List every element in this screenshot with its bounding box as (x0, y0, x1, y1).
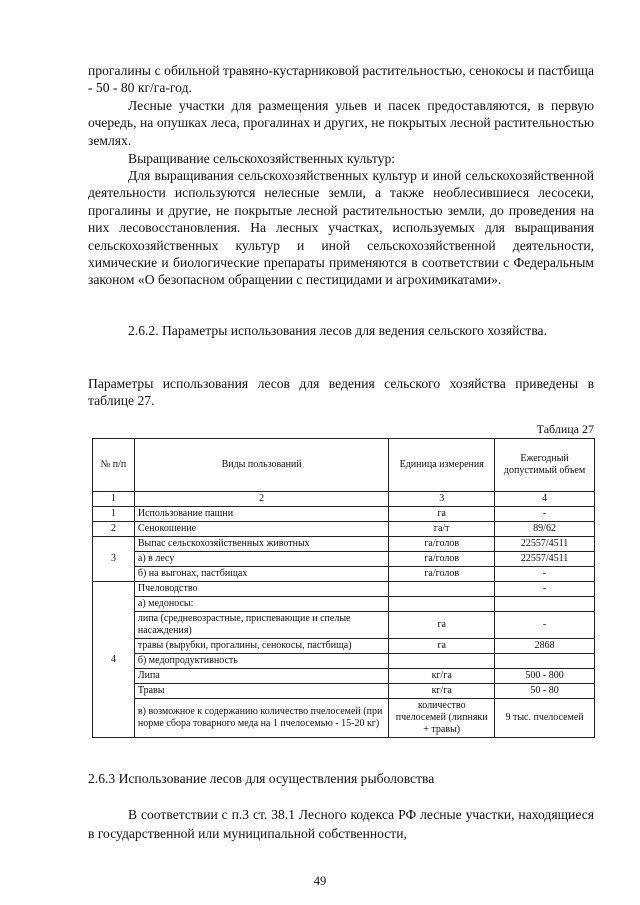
paragraph-pollination-rates: прогалины с обильной травяно-кустарниковой растительностью, сенокосы и пастбища - 50 - 80 кг/га-год. (88, 63, 594, 96)
row-unit: кг/га (389, 684, 495, 699)
row-num: 3 (93, 537, 135, 582)
row-unit: га/голов (389, 537, 495, 552)
row-volume: - (495, 507, 595, 522)
col-num-2: 2 (134, 492, 388, 507)
paragraph-crops-body: Для выращивания сельскохозяйственных культур и иной сельскохозяйственной деятельности используются нелесные земли, а также необлесившиеся лесосеки, прогалины и другие, не покрытые лесной растительностью земли, до проведения на них лесовосстановления. На лесных участках, используемых для выращивания сельскохозяйственных культур и иной сельскохозяйственной деятельности, химические и биологические препараты применяются в соответствии с Федеральным законом «О безопасном обращении с пестицидами и агрохимикатами». (88, 168, 594, 288)
row-volume: 22557/4511 (495, 537, 595, 552)
paragraph-crops-heading: Выращивание сельскохозяйственных культур: (128, 151, 396, 166)
row-num: 4 (93, 582, 135, 738)
table-row (93, 582, 595, 597)
row-volume: 500 - 800 (495, 669, 595, 684)
row-unit (389, 597, 495, 612)
row-unit: га/голов (389, 567, 495, 582)
row-kind: Выпас сельскохозяйственных животных (134, 537, 388, 552)
col-num-1: 1 (93, 492, 135, 507)
table-row (93, 507, 595, 522)
row-unit: га (389, 507, 495, 522)
row-volume: - (495, 567, 595, 582)
header-kind: Виды пользований (134, 439, 388, 492)
row-volume: 22557/4511 (495, 552, 595, 567)
table-intro-paragraph: Параметры использования лесов для ведения сельского хозяйства приведены в таблице 27. (88, 376, 594, 409)
column-number-row (93, 492, 595, 507)
row-unit: количество пчелосемей (липняки + травы) (389, 699, 495, 738)
row-unit: кг/га (389, 669, 495, 684)
row-kind: травы (вырубки, прогалины, сенокосы, пастбища) (134, 639, 388, 654)
col-num-4: 4 (495, 492, 595, 507)
row-volume (495, 654, 595, 669)
agriculture-parameters-table (92, 438, 595, 738)
paragraph-fishing-intro: В соответствии с п.3 ст. 38.1 Лесного кодекса РФ лесные участки, находящиеся в государственной или муниципальной собственности, (88, 807, 594, 841)
row-volume: - (495, 612, 595, 639)
table-row (93, 522, 595, 537)
row-volume: - (495, 582, 595, 597)
row-kind: Использование пашни (134, 507, 388, 522)
row-unit (389, 654, 495, 669)
row-unit: га/т (389, 522, 495, 537)
row-kind: Сенокошение (134, 522, 388, 537)
row-kind: а) медоносы: (134, 597, 388, 612)
row-unit: га (389, 612, 495, 639)
section-heading-2-6-3: 2.6.3 Использование лесов для осуществления рыболовства (88, 771, 435, 786)
row-volume: 50 - 80 (495, 684, 595, 699)
row-volume: 89/62 (495, 522, 595, 537)
col-num-3: 3 (389, 492, 495, 507)
header-volume: Ежегодный допустимый объем (495, 439, 595, 492)
row-kind: липа (средневозрастные, приспевающие и спелые насаждения) (134, 612, 388, 639)
table-header-row (93, 439, 595, 492)
table-row (93, 654, 595, 669)
table-row (93, 567, 595, 582)
row-kind: Травы (134, 684, 388, 699)
table-row (93, 552, 595, 567)
section-heading-2-6-2: 2.6.2. Параметры использования лесов для ведения сельского хозяйства. (128, 323, 547, 338)
table-caption: Таблица 27 (536, 422, 594, 436)
row-kind: в) возможное к содержанию количество пчелосемей (при норме сбора товарного меда на 1 пчелосемью - 15-20 кг) (134, 699, 388, 738)
row-volume: 9 тыс. пчелосемей (495, 699, 595, 738)
table-row (93, 684, 595, 699)
row-unit: га (389, 639, 495, 654)
row-kind: Пчеловодство (134, 582, 388, 597)
row-num: 2 (93, 522, 135, 537)
header-unit: Единица измерения (389, 439, 495, 492)
table-row (93, 699, 595, 738)
table-row (93, 612, 595, 639)
page-number: 49 (313, 874, 327, 888)
row-num: 1 (93, 507, 135, 522)
row-kind: б) медопродуктивность (134, 654, 388, 669)
paragraph-apiary-placement: Лесные участки для размещения ульев и пасек предоставляются, в первую очередь, на опушках леса, прогалинах и других, не покрытых лесной растительностью землях. (88, 98, 594, 148)
row-kind: б) на выгонах, пастбищах (134, 567, 388, 582)
table-row (93, 639, 595, 654)
row-volume: 2868 (495, 639, 595, 654)
row-unit: га/голов (389, 552, 495, 567)
table-row (93, 537, 595, 552)
row-kind: Липа (134, 669, 388, 684)
table-row (93, 669, 595, 684)
row-volume (495, 597, 595, 612)
header-num: № п/п (93, 439, 135, 492)
row-kind: а) в лесу (134, 552, 388, 567)
row-unit (389, 582, 495, 597)
table-row (93, 597, 595, 612)
